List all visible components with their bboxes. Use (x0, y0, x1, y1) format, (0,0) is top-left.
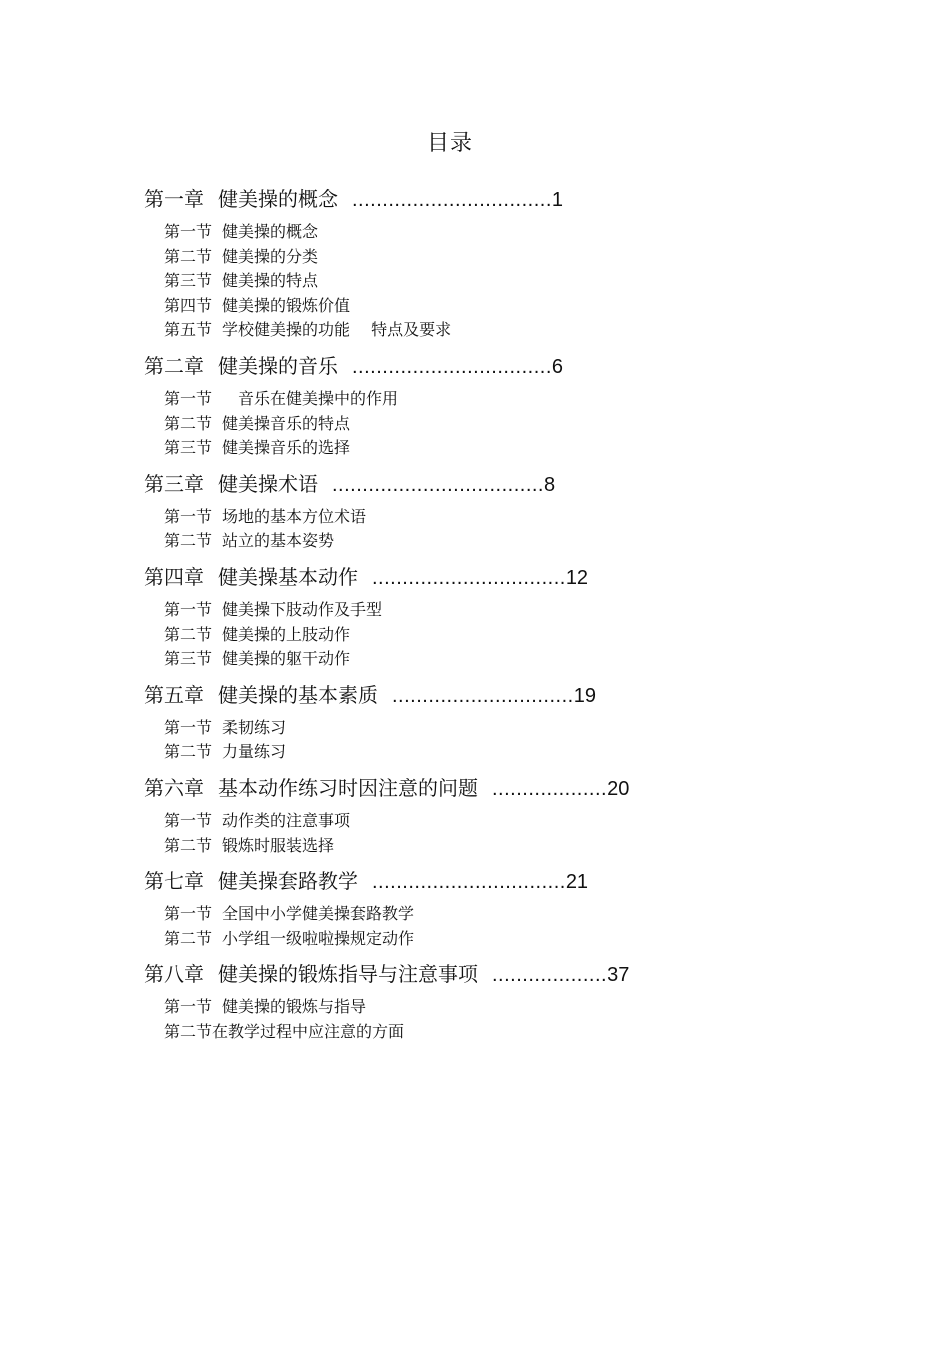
toc-section[interactable] (164, 269, 784, 294)
section-number: 第二节 (164, 413, 213, 433)
toc-chapter (144, 467, 784, 554)
toc-section[interactable] (164, 220, 784, 245)
toc-section[interactable] (164, 716, 784, 741)
section-number: 第一节 (164, 717, 213, 737)
toc-section[interactable] (164, 412, 784, 437)
section-title: 柔韧练习 (222, 717, 287, 737)
chapter-heading[interactable] (144, 349, 784, 383)
section-number: 第三节 (164, 438, 213, 458)
section-number: 第五节 (164, 320, 213, 340)
section-number: 第一节 (164, 506, 213, 526)
chapter-page-number: 19 (573, 684, 596, 707)
page-title: 目录 (426, 131, 473, 156)
chapter-title: 健美操基本动作 (218, 564, 358, 589)
section-title: 健美操的分类 (222, 246, 319, 266)
chapter-number: 第三章 (144, 471, 204, 496)
chapter-title: 健美操的锻炼指导与注意事项 (218, 962, 478, 987)
toc-section[interactable] (164, 927, 784, 952)
section-number: 第二节 (164, 742, 213, 762)
toc-section[interactable] (164, 1020, 784, 1045)
section-title: 站立的基本姿势 (222, 531, 335, 551)
table-of-contents (144, 176, 784, 1050)
chapter-title: 健美操术语 (218, 471, 318, 496)
toc-chapter (144, 771, 784, 858)
section-title: 音乐在健美操中的作用 (222, 388, 399, 408)
section-number: 第一节 (164, 904, 213, 924)
section-number: 第一节 (164, 599, 213, 619)
chapter-heading[interactable] (144, 771, 784, 805)
chapter-leader-dots: ................... (492, 964, 608, 987)
chapter-page-number: 6 (551, 355, 563, 378)
section-number: 第三节 (164, 649, 213, 669)
chapter-leader-dots: ................................... (332, 473, 544, 496)
section-number: 第二节 (164, 928, 213, 948)
toc-chapter (144, 957, 784, 1044)
section-number: 第二节 (164, 246, 213, 266)
section-title: 健美操的上肢动作 (222, 624, 351, 644)
chapter-heading[interactable] (144, 560, 784, 594)
toc-section[interactable] (164, 387, 784, 412)
section-number: 第四节 (164, 295, 213, 315)
section-number: 第一节 (164, 997, 213, 1017)
section-title: 场地的基本方位术语 (222, 506, 367, 526)
toc-section[interactable] (164, 529, 784, 554)
toc-section[interactable] (164, 647, 784, 672)
chapter-page-number: 21 (565, 871, 589, 894)
chapter-heading[interactable] (144, 467, 784, 501)
chapter-number: 第七章 (144, 869, 204, 894)
toc-chapter (144, 182, 784, 343)
toc-section[interactable] (164, 318, 784, 343)
section-title: 锻炼时服装选择 (222, 835, 335, 855)
chapter-number: 第二章 (144, 353, 204, 378)
section-title: 健美操下肢动作及手型 (222, 599, 383, 619)
chapter-page-number: 8 (543, 473, 556, 496)
chapter-leader-dots: ................................. (352, 189, 552, 211)
section-list (144, 995, 784, 1044)
section-number: 第一节 (164, 222, 213, 241)
chapter-page-number: 1 (551, 189, 563, 211)
chapter-heading[interactable] (144, 864, 784, 898)
toc-section[interactable] (164, 995, 784, 1020)
section-title: 小学组一级啦啦操规定动作 (222, 928, 415, 948)
toc-section[interactable] (164, 245, 784, 270)
section-title: 学校健美操的功能 特点及要求 (222, 320, 452, 340)
toc-section[interactable] (164, 623, 784, 648)
section-title: 健美操的特点 (222, 271, 319, 291)
toc-chapter (144, 560, 784, 672)
chapter-heading[interactable] (144, 678, 784, 712)
section-list (144, 809, 784, 858)
toc-section[interactable] (164, 834, 784, 859)
section-title: 健美操的概念 (222, 222, 319, 241)
section-list (144, 902, 784, 951)
section-number: 第一节 (164, 810, 213, 830)
chapter-number: 第五章 (144, 682, 204, 707)
section-title: 健美操音乐的选择 (222, 438, 351, 458)
chapter-title: 健美操套路教学 (218, 869, 358, 894)
chapter-number: 第八章 (144, 962, 204, 987)
section-title: 健美操音乐的特点 (222, 413, 351, 433)
chapter-page-number: 12 (565, 566, 589, 589)
section-list (144, 220, 784, 343)
chapter-number: 第六章 (144, 775, 204, 800)
chapter-number: 第一章 (144, 187, 204, 211)
toc-chapter (144, 678, 784, 765)
section-title: 健美操的锻炼与指导 (222, 997, 367, 1017)
section-number: 第三节 (164, 271, 213, 291)
toc-section[interactable] (164, 740, 784, 765)
section-title: 健美操的锻炼价值 (222, 295, 351, 315)
chapter-leader-dots: ................... (492, 777, 608, 800)
chapter-page-number: 37 (607, 964, 630, 987)
chapter-title: 健美操的概念 (218, 187, 338, 211)
chapter-heading[interactable] (144, 957, 784, 991)
chapter-number: 第四章 (144, 564, 204, 589)
toc-section[interactable] (164, 809, 784, 834)
toc-chapter (144, 349, 784, 461)
chapter-title: 基本动作练习时因注意的问题 (218, 775, 478, 800)
section-title: 动作类的注意事项 (222, 810, 351, 830)
section-title: 全国中小学健美操套路教学 (222, 904, 415, 924)
section-number: 第二节在教学过程中应注意的方面 (164, 1021, 405, 1041)
section-number: 第一节 (164, 388, 213, 408)
section-number: 第二节 (164, 531, 213, 551)
section-number: 第二节 (164, 835, 213, 855)
section-list (144, 387, 784, 461)
chapter-heading[interactable] (144, 182, 784, 216)
chapter-leader-dots: ................................ (372, 566, 566, 589)
section-list (144, 716, 784, 765)
toc-section[interactable] (164, 505, 784, 530)
chapter-leader-dots: .............................. (392, 684, 574, 707)
toc-chapter (144, 864, 784, 951)
section-number: 第二节 (164, 624, 213, 644)
toc-section[interactable] (164, 902, 784, 927)
toc-section[interactable] (164, 436, 784, 461)
section-title: 健美操的躯干动作 (222, 649, 351, 669)
chapter-title: 健美操的基本素质 (218, 682, 378, 707)
section-list (144, 505, 784, 554)
section-list (144, 598, 784, 672)
toc-section[interactable] (164, 598, 784, 623)
chapter-leader-dots: ................................ (372, 871, 566, 894)
toc-section[interactable] (164, 294, 784, 319)
chapter-page-number: 20 (607, 777, 630, 800)
section-title: 力量练习 (222, 742, 287, 762)
chapter-title: 健美操的音乐 (218, 353, 338, 378)
chapter-leader-dots: ................................. (352, 355, 552, 378)
